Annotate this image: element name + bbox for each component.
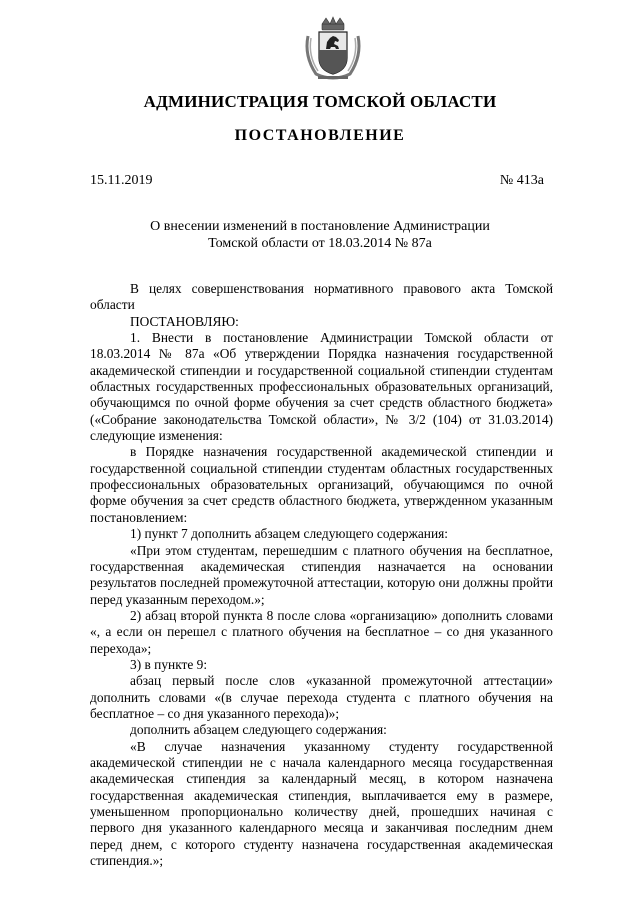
crown-icon (322, 17, 344, 30)
paragraph: «В случае назначения указанному студенту государственной академической стипендии не с начала календарного месяца государственная академическая стипендия за календарный месяц, в котором назначена государственная академическая стипендия, выплачивается ему в размере, уменьшенном пропорционально количеству дней, прошедших начиная с первого дня указанного календарного месяца и заканчивая последним днем перед днем, с которого студенту назначена государственная академическая стипендия.»; (90, 738, 553, 869)
paragraph: «При этом студентам, перешедшим с платного обучения на бесплатное, государственная академическая стипендия назначается на основании результатов последней промежуточной аттестации, которую они должны пройти перед указанным переходом.»; (90, 542, 553, 607)
document-number: № 413а (499, 173, 544, 188)
paragraph: 3) в пункте 9: (130, 656, 208, 672)
paragraph: дополнить абзацем следующего содержания: (130, 722, 387, 738)
paragraph: в Порядке назначения государственной академической стипендии и государственной социальной стипендии студентам областных государственных профессиональных образовательных организаций, обучающимся по очной форме обучения за счет средств областного бюджета, утвержденном указанным постановлением: (90, 444, 553, 525)
subject-line: О внесении изменений в постановление Администрации (150, 219, 490, 234)
document-date: 15.11.2019 (90, 173, 153, 188)
organization-title: АДМИНИСТРАЦИЯ ТОМСКОЙ ОБЛАСТИ (143, 92, 497, 111)
document-type-heading: ПОСТАНОВЛЕНИЕ (234, 127, 406, 144)
document-body (90, 281, 553, 869)
coat-of-arms-icon (302, 16, 364, 82)
paragraph-resolve: ПОСТАНОВЛЯЮ: (130, 313, 239, 329)
document-subject (90, 218, 550, 252)
paragraph: 1. Внести в постановление Администрации Томской области от 18.03.2014 № 87а «Об утверждении Порядка назначения государственной академической стипендии и государственной социальной стипендии студентам областных государственных профессиональных образовательных организаций, обучающимся по очной форме обучения за счет средств областного бюджета» («Собрание законодательства Томской области», № 3/2 (104) от 31.03.2014) следующие изменения: (90, 330, 553, 444)
paragraph: 2) абзац второй пункта 8 после слова «организацию» дополнить словами «, а если он перешел с платного обучения на бесплатное – со дня указанного перехода»; (90, 607, 553, 656)
paragraph: 1) пункт 7 дополнить абзацем следующего содержания: (130, 526, 449, 542)
paragraph: В целях совершенствования нормативного правового акта Томской области (90, 281, 553, 313)
paragraph: абзац первый после слов «указанной промежуточной аттестации» дополнить словами «(в случае перехода студента с платного обучения на бесплатное – со дня указанного перехода)»; (90, 673, 553, 721)
subject-line: Томской области от 18.03.2014 № 87а (208, 236, 432, 251)
